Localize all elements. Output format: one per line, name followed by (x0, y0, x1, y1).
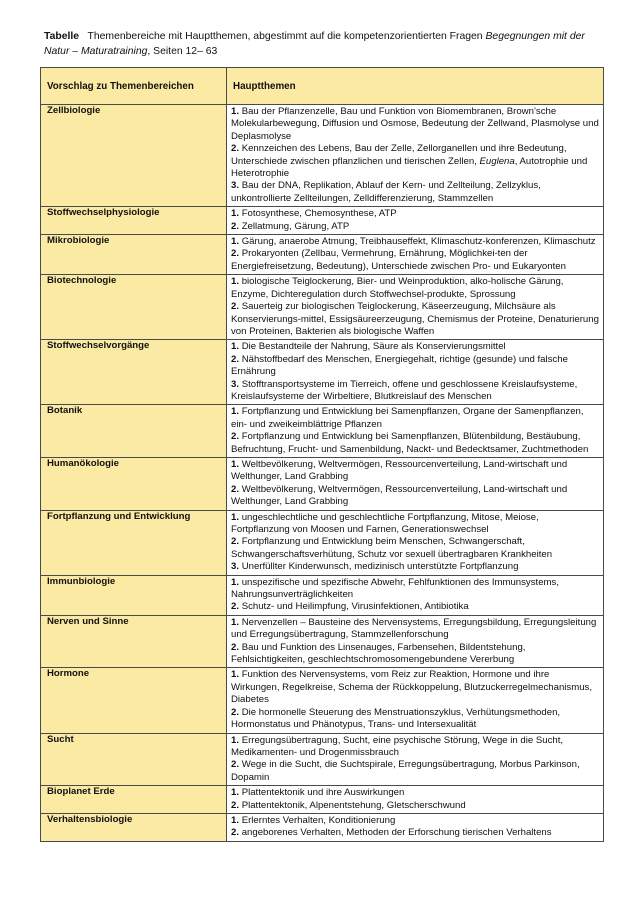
topic-number: 1. (231, 669, 240, 681)
topics-cell (227, 340, 604, 405)
topics-cell (227, 405, 604, 458)
topic-item (231, 143, 600, 180)
topic-item (231, 431, 600, 456)
topic-number: 1. (231, 511, 240, 523)
topic-number: 1. (231, 406, 240, 418)
topic-item (231, 484, 600, 509)
topic-number: 1. (231, 236, 240, 248)
topic-text: Die Bestandteile der Nahrung, Säure als Konservierungsmittel (241, 341, 506, 353)
topic-text: Weltbevölkerung, Weltvermögen, Ressourcenverteilung, Land-wirtschaft und Welthunger, Land Grabbing (231, 458, 568, 483)
topic-item (231, 787, 600, 799)
topic-text: Erlerntes Verhalten, Konditionierung (241, 814, 396, 826)
topics-cell (227, 575, 604, 615)
table-caption (44, 29, 604, 59)
topic-text: Stofftransportsysteme im Tierreich, offene und geschlossene Kreislaufsysteme, Kreislaufsysteme der Wirbeltiere, Blutkreislauf des Menschen (231, 378, 578, 402)
category-cell: Botanik (41, 405, 227, 458)
topic-text-italic: Euglena (479, 155, 515, 167)
topic-number: 1. (231, 106, 240, 117)
topic-number: 2. (231, 641, 240, 653)
table-row (41, 668, 604, 733)
topic-text: Fotosynthese, Chemosynthese, ATP (241, 208, 397, 220)
topic-item (231, 379, 600, 404)
category-cell: Stoffwechselphysiologie (41, 207, 227, 235)
topic-number: 2. (231, 827, 240, 839)
topic-number: 2. (231, 431, 240, 443)
topic-item (231, 512, 600, 537)
caption-label: Tabelle (44, 31, 80, 42)
topic-text: Die hormonelle Steuerung des Menstruationszyklus, Verhütungsmethoden, Hormonstatus und Phänotypus, Trans- und Intersexualität (231, 706, 561, 731)
topic-number: 2. (231, 248, 240, 260)
topic-text: Plattentektonik, Alpenentstehung, Gletscherschwund (241, 799, 466, 811)
table-row (41, 457, 604, 510)
topics-cell (227, 668, 604, 733)
topic-number: 1. (231, 734, 240, 746)
topic-number: 1. (231, 458, 240, 470)
topic-text: Prokaryonten (Zellbau, Vermehrung, Ernährung, Möglichkei-ten der Energiefreisetzung, Bedeutung), Unterschiede zwischen Pro- und Eukaryonten (231, 248, 566, 272)
category-cell: Hormone (41, 668, 227, 733)
topic-number: 1. (231, 616, 240, 628)
topic-number: 1. (231, 276, 240, 288)
topic-item (231, 106, 600, 143)
topic-text: Nähstoffbedarf des Menschen, Energiegehalt, richtige (gesunde) und falsche Ernährung (231, 353, 568, 378)
category-cell: Zellbiologie (41, 105, 227, 207)
table-row (41, 786, 604, 814)
caption-text: Themenbereiche mit Hauptthemen, abgestimmt auf die kompetenzorientierten Fragen (87, 31, 483, 42)
topic-item (231, 577, 600, 602)
topic-item (231, 221, 600, 233)
topic-item (231, 354, 600, 379)
topic-item (231, 248, 600, 273)
topic-number: 2. (231, 536, 240, 548)
topics-cell (227, 105, 604, 207)
category-cell: Biotechnologie (41, 275, 227, 340)
topic-item (231, 341, 600, 353)
table-body (41, 105, 604, 842)
topic-item (231, 735, 600, 760)
topic-item (231, 406, 600, 431)
topics-cell (227, 235, 604, 275)
topic-item (231, 815, 600, 827)
table-header-row (41, 68, 604, 105)
topic-text: biologische Teiglockerung, Bier- und Weinproduktion, alko-holische Gärung, Enzyme, Dichteregulation durch Stoffwechsel-produkte, Sprossung (231, 276, 564, 300)
topic-text: Wege in die Sucht, die Suchtspirale, Erregungsübertragung, Morbus Parkinson, Dopamin (231, 759, 580, 783)
topic-number: 2. (231, 220, 240, 232)
topic-item (231, 759, 600, 784)
topic-item (231, 536, 600, 561)
header-themenbereiche: Vorschlag zu Themenbereichen (41, 68, 227, 105)
topics-cell (227, 207, 604, 235)
topics-cell (227, 733, 604, 786)
topics-cell (227, 615, 604, 668)
topic-number: 2. (231, 706, 240, 718)
topic-number: 2. (231, 601, 240, 613)
table-row (41, 235, 604, 275)
topic-text: Zellatmung, Gärung, ATP (241, 220, 350, 232)
topic-text: Bau der DNA, Replikation, Ablauf der Kern- und Zellteilung, Zellzyklus, unkontrollierte Zellteilungen, Zelldifferenzierung, Stammzellen (231, 180, 541, 204)
topic-item (231, 180, 600, 205)
themes-table (40, 67, 604, 842)
topic-item (231, 827, 600, 839)
category-cell: Mikrobiologie (41, 235, 227, 275)
category-cell: Nerven und Sinne (41, 615, 227, 668)
topic-text: Sauerteig zur biologischen Teiglockerung, Käseerzeugung, Milchsäure als Konservierungs-mittel, Essigsäureerzeugung, Chemismus der Proteine, Denaturierung von Proteinen, Bakterien als biologische Waffen (231, 301, 599, 337)
topic-item (231, 601, 600, 613)
table-row (41, 615, 604, 668)
table-row (41, 405, 604, 458)
topic-text: Kennzeichen des Lebens, Bau der Zelle, Zellorganellen und ihre Bedeutung, Unterschiede zwischen pflanzlichen und tierischen Zellen, (231, 143, 567, 167)
table-row (41, 275, 604, 340)
topics-cell (227, 813, 604, 841)
category-cell: Sucht (41, 733, 227, 786)
table-row (41, 105, 604, 207)
topic-text: ungeschlechtliche und geschlechtliche Fortpflanzung, Mitose, Meiose, Fortpflanzung von Moosen und Farnen, Generationswechsel (231, 511, 539, 535)
topic-number: 2. (231, 143, 240, 155)
topic-item (231, 561, 600, 573)
topic-number: 1. (231, 208, 240, 220)
category-cell: Immunbiologie (41, 575, 227, 615)
topic-text: Gärung, anaerobe Atmung, Treibhauseffekt, Klimaschutz-konferenzen, Klimaschutz (241, 236, 596, 248)
table-row (41, 733, 604, 786)
topic-number: 3. (231, 561, 240, 573)
category-cell: Bioplanet Erde (41, 786, 227, 814)
topic-number: 2. (231, 759, 240, 771)
topic-text: Fortpflanzung und Entwicklung bei Samenpflanzen, Organe der Samenpflanzen, ein- und zweikeimblättrige Pflanzen (231, 406, 584, 430)
topic-number: 1. (231, 814, 240, 826)
topic-item (231, 301, 600, 338)
table-row (41, 575, 604, 615)
topic-item (231, 236, 600, 248)
topics-cell (227, 457, 604, 510)
topic-text: Bau der Pflanzenzelle, Bau und Funktion von Biomembranen, Brown’sche Molekularbewegung, Diffusion und Osmose, Bedeutung der Zellwand, Plasmolyse und Deplasmolyse (231, 106, 599, 142)
topic-text: Erregungsübertragung, Sucht, eine psychische Störung, Wege in die Sucht, Medikamenten- und Drogenmissbrauch (231, 734, 564, 758)
topic-text: Unerfüllter Kinderwunsch, medizinisch unterstützte Fortpflanzung (241, 561, 519, 573)
table-row (41, 813, 604, 841)
topic-item (231, 208, 600, 220)
topics-cell (227, 510, 604, 575)
category-cell: Stoffwechselvorgänge (41, 340, 227, 405)
topic-text: Fortpflanzung und Entwicklung beim Menschen, Schwangerschaft, Schwangerschaftsverhütung, Schutz vor sexuell übertragbaren Krankheiten (231, 536, 553, 560)
topic-number: 1. (231, 576, 240, 588)
topic-number: 1. (231, 341, 240, 353)
topic-text: Fortpflanzung und Entwicklung bei Samenpflanzen, Blütenbildung, Bestäubung, Befruchtung, Frucht- und Samenbildung, Nackt- und Bedecktsamer, Zuchtmethoden (231, 431, 589, 455)
topic-number: 2. (231, 353, 240, 365)
topic-item (231, 459, 600, 484)
topic-item (231, 642, 600, 667)
topic-text-continued: , Autotrophie und Heterotrophie (231, 155, 588, 180)
caption-book-title: Begegnungen mit der Natur – Maturatraining (44, 31, 585, 57)
topic-number: 2. (231, 483, 240, 495)
topic-text: Bau und Funktion des Linsenauges, Farbensehen, Bildentstehung, Fehlsichtigkeiten, geschlechtschromosomengebundene Vererbung (231, 641, 526, 666)
topic-number: 1. (231, 787, 240, 799)
caption-pages: , Seiten 12– 63 (147, 46, 218, 57)
category-cell: Verhaltensbiologie (41, 813, 227, 841)
table-row (41, 340, 604, 405)
topic-text: unspezifische und spezifische Abwehr, Fehlfunktionen des Immunsystems, Nahrungsunverträglichkeiten (231, 576, 559, 601)
topic-text: Plattentektonik und ihre Auswirkungen (241, 787, 405, 799)
topic-number: 2. (231, 301, 240, 313)
topic-item (231, 617, 600, 642)
topic-item (231, 707, 600, 732)
table-row (41, 510, 604, 575)
topic-text: Nervenzellen – Bausteine des Nervensystems, Erregungsbildung, Erregungsleitung und Erregungsübertragung, Stammzellenforschung (231, 616, 597, 641)
table-row (41, 207, 604, 235)
topic-text: Schutz- und Heilimpfung, Virusinfektionen, Antibiotika (241, 601, 469, 613)
header-hauptthemen: Hauptthemen (227, 68, 604, 105)
topic-item (231, 800, 600, 812)
topic-number: 3. (231, 180, 240, 192)
topic-number: 3. (231, 378, 240, 390)
topic-item (231, 669, 600, 706)
topic-text: Funktion des Nervensystems, vom Reiz zur Reaktion, Hormone und ihre Wirkungen, Regelkreise, Schema der Rückkoppelung, Blutzuckerregelmechanismus, Diabetes (231, 669, 593, 706)
topics-cell (227, 275, 604, 340)
topic-text: angeborenes Verhalten, Methoden der Erforschung tierischen Verhaltens (241, 827, 552, 839)
topic-text: Weltbevölkerung, Weltvermögen, Ressourcenverteilung, Land-wirtschaft und Welthunger, Land Grabbing (231, 483, 568, 508)
topic-number: 2. (231, 799, 240, 811)
category-cell: Fortpflanzung und Entwicklung (41, 510, 227, 575)
topic-item (231, 276, 600, 301)
category-cell: Humanökologie (41, 457, 227, 510)
topics-cell (227, 786, 604, 814)
